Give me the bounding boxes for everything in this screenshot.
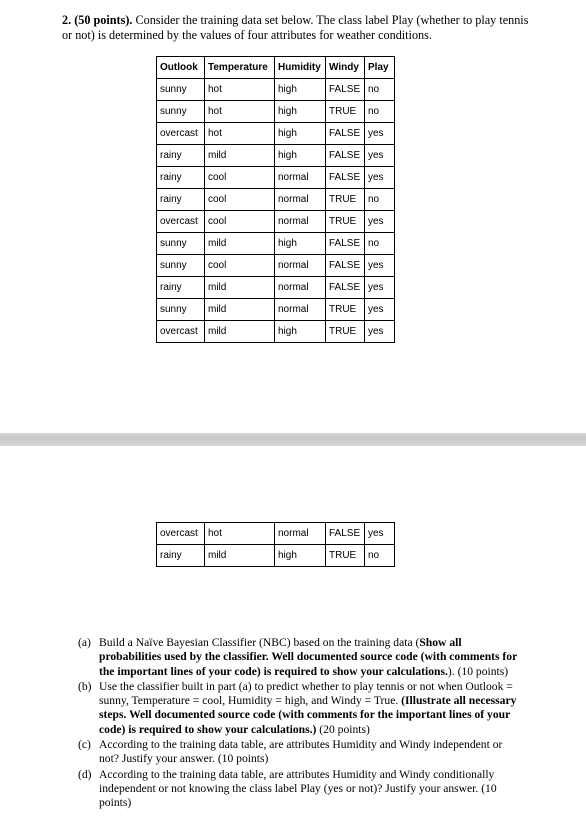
cell-humidity: normal (275, 211, 326, 233)
cell-play: yes (365, 123, 395, 145)
cell-outlook: overcast (157, 523, 205, 545)
table-row (157, 545, 395, 567)
question-item (78, 738, 518, 767)
cell-humidity: high (275, 79, 326, 101)
header-play: Play (365, 57, 395, 79)
cell-outlook: overcast (157, 211, 205, 233)
cell-humidity: high (275, 101, 326, 123)
table-row (157, 189, 395, 211)
training-data-table (156, 56, 395, 343)
question-text: Use the classifier built in part (a) to predict whether to play tennis or not when Outlook = sunny, Temperature = cool, Humidity = high, and Windy = True. (99, 679, 513, 708)
table-row (157, 123, 395, 145)
question-item (78, 636, 518, 679)
question-label: (a) (78, 636, 91, 649)
cell-windy: FALSE (326, 123, 365, 145)
page-separator (0, 433, 586, 446)
cell-windy: FALSE (326, 233, 365, 255)
table-row (157, 277, 395, 299)
cell-temperature: cool (205, 211, 275, 233)
cell-temperature: mild (205, 277, 275, 299)
table-row (157, 101, 395, 123)
cell-humidity: normal (275, 277, 326, 299)
cell-windy: TRUE (326, 545, 365, 567)
cell-humidity: high (275, 321, 326, 343)
cell-play: no (365, 101, 395, 123)
cell-temperature: cool (205, 189, 275, 211)
question-emphasis: Show all probabilities used by the classifier. Well documented source code (with comments for the important lines of your code) is required to show your calculations. (99, 636, 518, 678)
cell-temperature: mild (205, 321, 275, 343)
question-list (78, 636, 518, 812)
cell-play: yes (365, 523, 395, 545)
cell-temperature: hot (205, 101, 275, 123)
cell-outlook: sunny (157, 79, 205, 101)
table-row (157, 167, 395, 189)
cell-windy: FALSE (326, 523, 365, 545)
cell-outlook: sunny (157, 299, 205, 321)
question-text: According to the training data table, are attributes Humidity and Windy independent or not? Justify your answer. (10 points) (99, 738, 503, 766)
cell-temperature: hot (205, 79, 275, 101)
cell-play: yes (365, 167, 395, 189)
cell-outlook: rainy (157, 277, 205, 299)
question-label: (b) (78, 679, 92, 693)
cell-humidity: normal (275, 255, 326, 277)
cell-windy: FALSE (326, 277, 365, 299)
cell-humidity: high (275, 123, 326, 145)
problem-number: 2. (50 points). (62, 13, 133, 27)
cell-humidity: normal (275, 523, 326, 545)
cell-outlook: overcast (157, 321, 205, 343)
table-row (157, 321, 395, 343)
cell-humidity: high (275, 145, 326, 167)
cell-windy: FALSE (326, 255, 365, 277)
cell-temperature: cool (205, 255, 275, 277)
cell-outlook: rainy (157, 167, 205, 189)
problem-text: Consider the training data set below. The class label Play (whether to play tennis or not) is determined by the values of four attributes for weather conditions. (62, 13, 529, 42)
cell-temperature: cool (205, 167, 275, 189)
cell-play: no (365, 545, 395, 567)
cell-windy: TRUE (326, 211, 365, 233)
cell-outlook: sunny (157, 101, 205, 123)
cell-humidity: high (275, 545, 326, 567)
cell-humidity: normal (275, 167, 326, 189)
cell-outlook: rainy (157, 545, 205, 567)
question-text: Build a Naïve Bayesian Classifier (NBC) based on the training data ( (99, 636, 420, 649)
question-text: ). (10 points) (447, 664, 509, 678)
cell-outlook: rainy (157, 189, 205, 211)
cell-play: yes (365, 321, 395, 343)
table-row (157, 255, 395, 277)
cell-windy: TRUE (326, 299, 365, 321)
table-row (157, 299, 395, 321)
header-windy: Windy (326, 57, 365, 79)
question-label: (c) (78, 738, 91, 752)
cell-windy: TRUE (326, 321, 365, 343)
cell-temperature: mild (205, 233, 275, 255)
cell-temperature: hot (205, 123, 275, 145)
page-2 (0, 446, 586, 837)
cell-play: yes (365, 299, 395, 321)
question-label: (d) (78, 767, 92, 781)
cell-outlook: rainy (157, 145, 205, 167)
problem-statement (62, 13, 532, 43)
table-row (157, 523, 395, 545)
cell-humidity: high (275, 233, 326, 255)
cell-play: no (365, 79, 395, 101)
cell-outlook: sunny (157, 255, 205, 277)
table-row (157, 211, 395, 233)
cell-windy: TRUE (326, 101, 365, 123)
table-row (157, 79, 395, 101)
table-header-row (157, 57, 395, 79)
question-emphasis: (Illustrate all necessary steps. Well documented source code (with comments for the important lines of your code) is required to show your calculations.) (99, 694, 517, 736)
cell-play: yes (365, 277, 395, 299)
table-row (157, 233, 395, 255)
header-humidity: Humidity (275, 57, 326, 79)
header-outlook: Outlook (157, 57, 205, 79)
cell-outlook: sunny (157, 233, 205, 255)
cell-play: no (365, 189, 395, 211)
cell-play: yes (365, 255, 395, 277)
question-text: According to the training data table, are attributes Humidity and Windy conditionally independent or not knowing the class label Play (yes or not)? Justify your answer. (10 points) (99, 767, 497, 810)
table-row (157, 145, 395, 167)
cell-temperature: mild (205, 545, 275, 567)
cell-temperature: mild (205, 145, 275, 167)
cell-humidity: normal (275, 189, 326, 211)
training-data-table-continued (156, 522, 395, 567)
cell-play: yes (365, 145, 395, 167)
header-temperature: Temperature (205, 57, 275, 79)
question-text: (20 points) (316, 722, 370, 736)
cell-windy: TRUE (326, 189, 365, 211)
question-item (78, 768, 518, 811)
cell-temperature: mild (205, 299, 275, 321)
cell-humidity: normal (275, 299, 326, 321)
question-item (78, 680, 518, 737)
cell-outlook: overcast (157, 123, 205, 145)
cell-windy: FALSE (326, 79, 365, 101)
cell-play: yes (365, 211, 395, 233)
cell-temperature: hot (205, 523, 275, 545)
cell-windy: FALSE (326, 145, 365, 167)
cell-play: no (365, 233, 395, 255)
cell-windy: FALSE (326, 167, 365, 189)
